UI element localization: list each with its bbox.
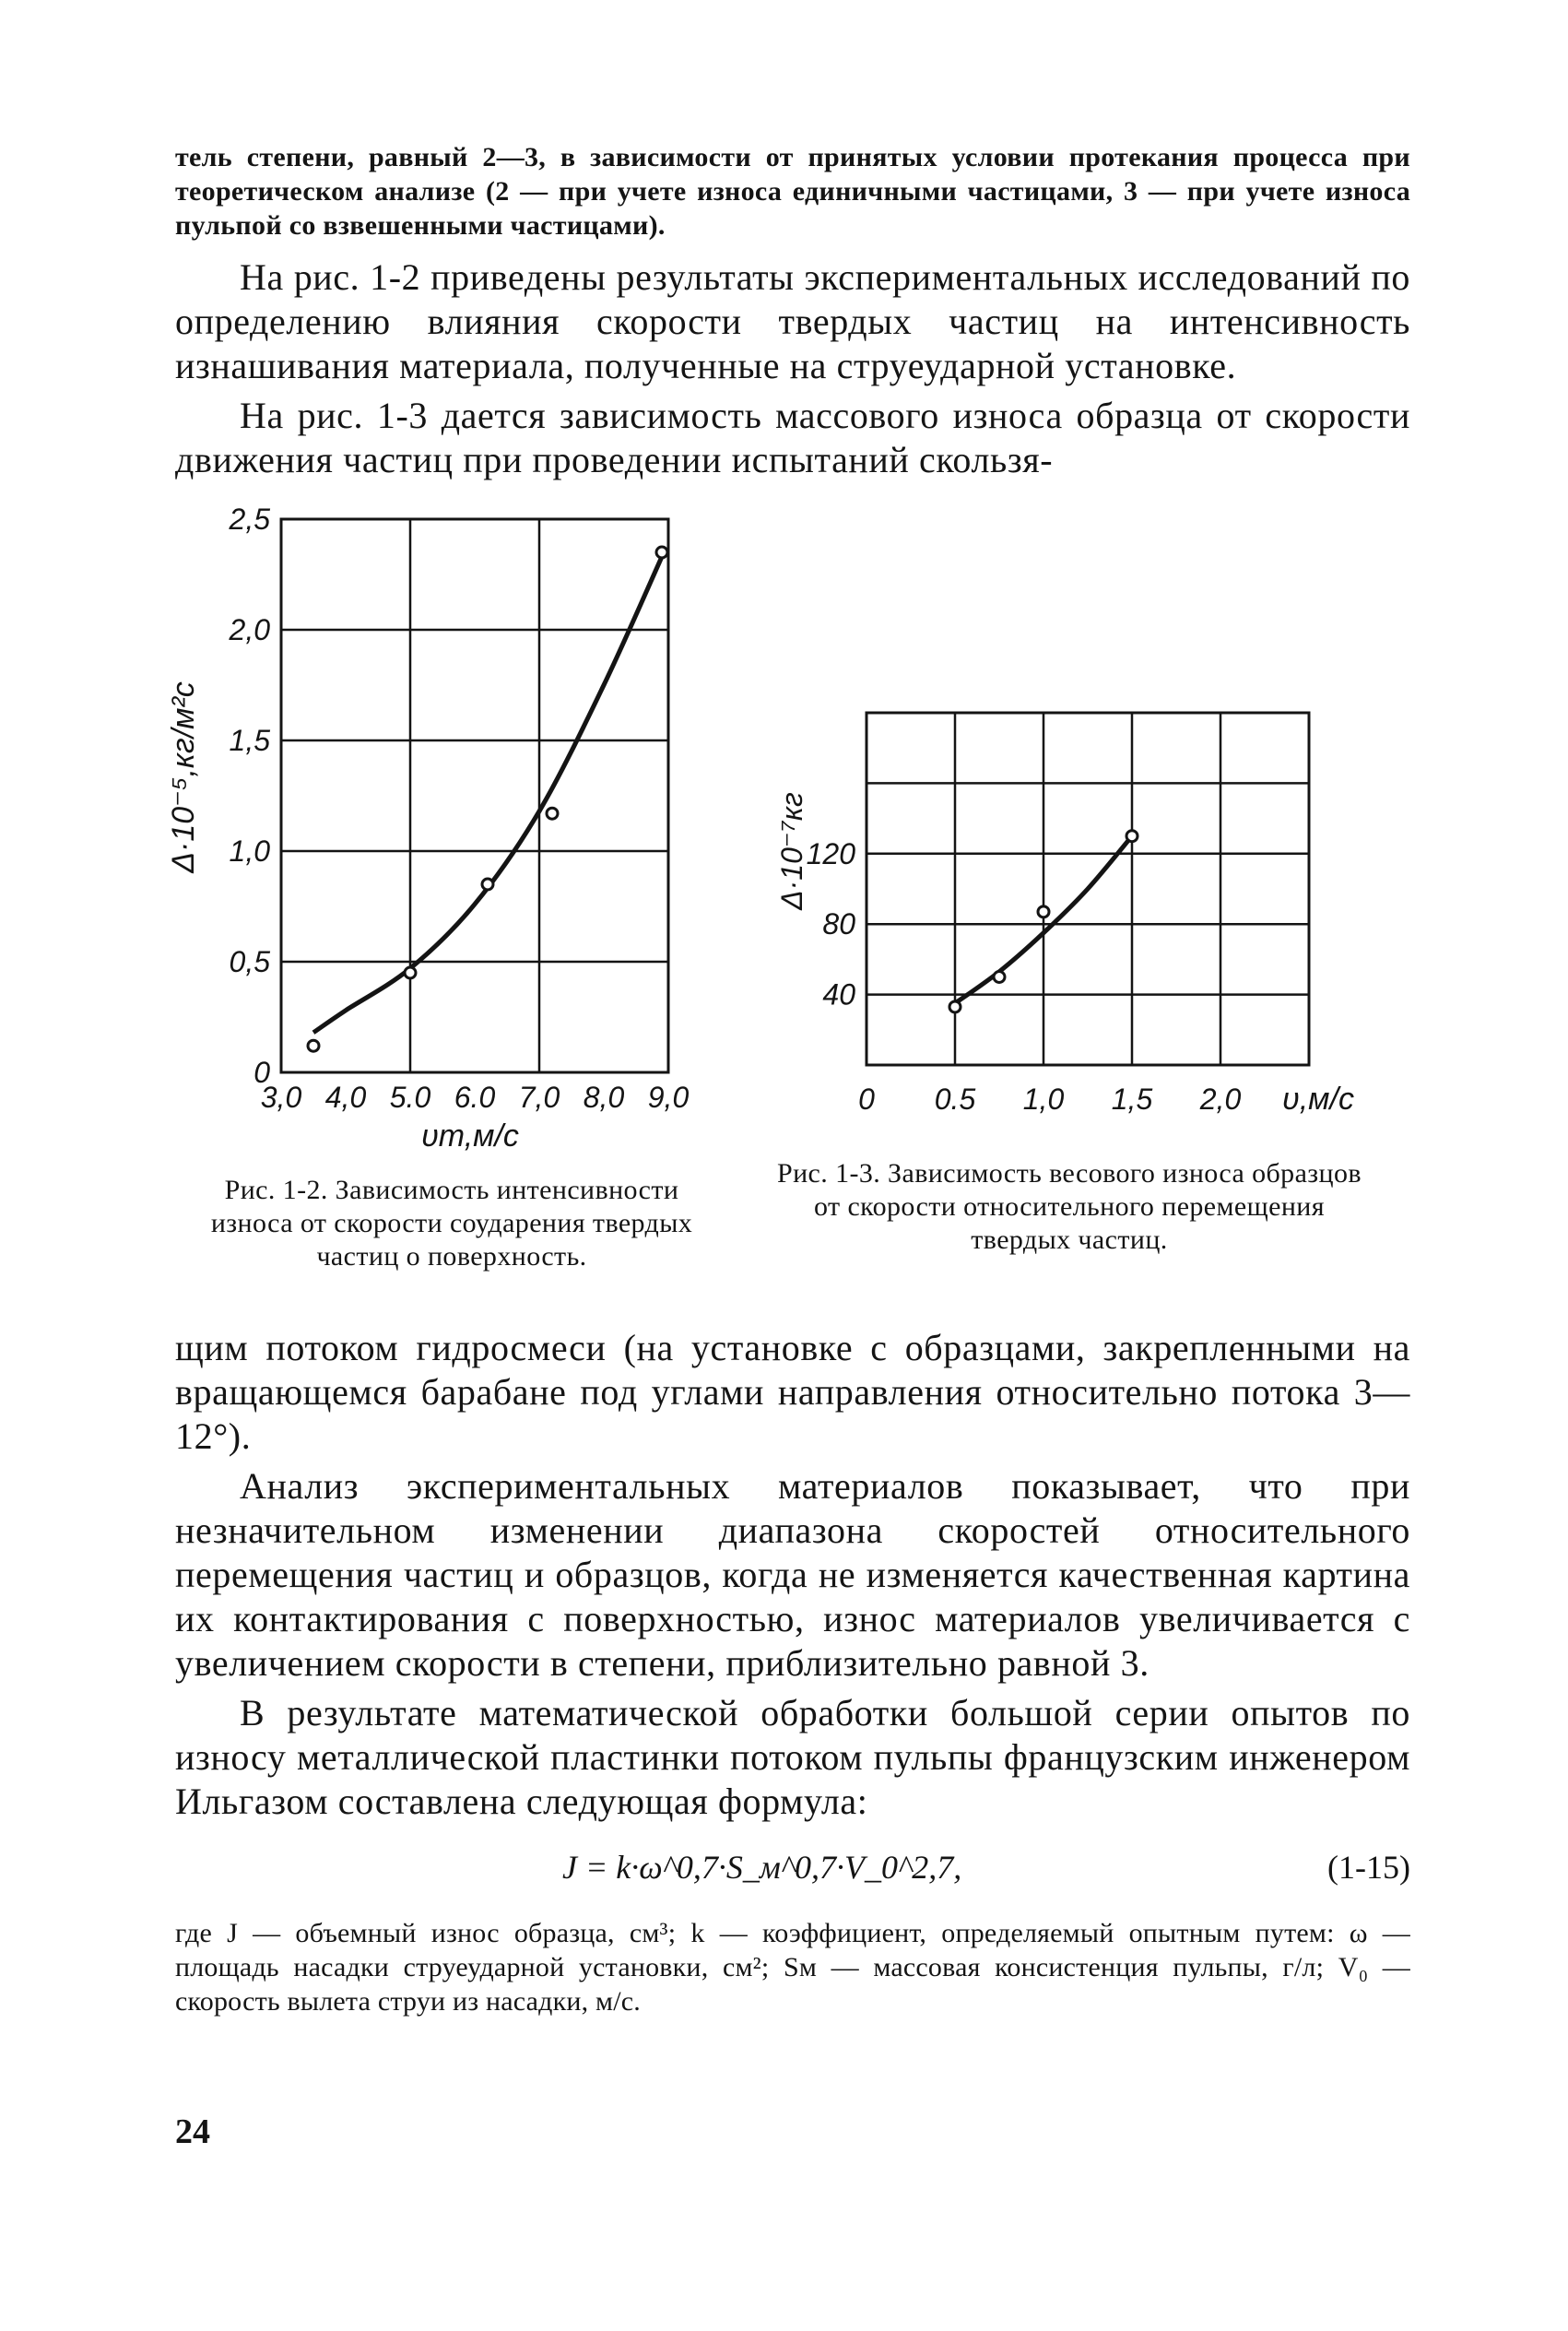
- paragraph-analysis: Анализ экспериментальных материалов показывает, что при незначительном изменении диапазона скоростей относительного перемещения частиц и образцов, когда не изменяется качественная картина их контактирования с поверхностью, износ материалов увеличивается с увеличением скорости в степени, приблизительно равной 3.: [175, 1465, 1410, 1684]
- chart-1-2-yticks: [229, 503, 271, 1089]
- chart-1-2-ytick-label: 0: [253, 1056, 270, 1089]
- chart-1-3-point: [994, 972, 1005, 983]
- chart-1-2-ytick-label: 0,5: [229, 945, 270, 978]
- figure-1-2-caption: Рис. 1-2. Зависимость интенсивности износа от скорости соударения твердых частиц о поверхность.: [210, 1175, 693, 1272]
- chart-1-3: [765, 501, 1355, 1165]
- chart-1-3-xlabel: υ,м/с: [1282, 1082, 1354, 1117]
- chart-1-2-xtick-label: 9,0: [647, 1081, 690, 1114]
- paragraph-formula-intro: В результате математической обработки большой серии опытов по износу металлической пластинки потоком пульпы французским инженером Ильгазом составлена следующая формула:: [175, 1692, 1410, 1822]
- chart-1-3-ylabel: Δ·10⁻⁷кг: [775, 792, 808, 910]
- paragraph-fig13-intro: На рис. 1-3 дается зависимость массового износа образца от скорости движения частиц при проведении испытаний скользя-: [175, 395, 1410, 480]
- chart-1-2-point: [308, 1040, 319, 1051]
- paragraph-fig12-intro: На рис. 1-2 приведены результаты экспериментальных исследований по определению влияния скорости твердых частиц на интенсивность изнашивания материала, полученные на струеударной установке.: [175, 256, 1410, 386]
- chart-1-3-xticks: [858, 1083, 1241, 1116]
- page-number: 24: [175, 2112, 210, 2151]
- page-body: [166, 140, 1410, 2018]
- formula-notes: где J — объемный износ образца, см³; k — коэффициент, определяемый опытным путем: ω — площадь насадки струеударной установки, см²; Sм — массовая консистенция пульпы, г/л; V₀ — скорость вылета струи из насадки, м/с.: [175, 1918, 1410, 2017]
- chart-1-3-point: [1038, 906, 1049, 917]
- chart-1-3-ytick-label: 120: [806, 836, 855, 870]
- formula-1-15: J = k·ω^0,7·S_м^0,7·V_0^2,7,: [562, 1849, 962, 1886]
- chart-1-2-xtick-label: 6.0: [454, 1081, 496, 1114]
- chart-1-2-ytick-label: 2,5: [229, 503, 270, 536]
- chart-1-3-point: [949, 1001, 961, 1012]
- chart-1-2-points-group: [308, 547, 667, 1051]
- paragraph-continuation: тель степени, равный 2—3, в зависимости от принятых условии протекания процесса при теоретическом анализе (2 — при учете износа единичными частицами, 3 — при учете износа пульпой со взвешенными частицами).: [175, 142, 1410, 241]
- chart-1-3-xtick-label: 0: [858, 1083, 875, 1116]
- chart-1-3-xtick-label: 0.5: [934, 1083, 976, 1116]
- figure-1-3-caption: Рис. 1-3. Зависимость весового износа образцов от скорости относительного перемещения твердых частиц.: [777, 1158, 1362, 1255]
- figures-block: [166, 482, 1410, 1326]
- chart-1-2-point: [547, 808, 558, 819]
- chart-1-2-ytick-label: 1,0: [229, 834, 270, 868]
- chart-1-3-xtick-label: 2,0: [1199, 1083, 1242, 1116]
- chart-1-2-ytick-label: 2,0: [229, 613, 270, 646]
- equation-number: (1-15): [1327, 1849, 1410, 1886]
- chart-1-2-xtick-label: 8,0: [583, 1081, 625, 1114]
- chart-1-2-point: [656, 547, 667, 558]
- chart-1-3-ytick-label: 80: [822, 907, 855, 941]
- chart-1-2-frame: [281, 519, 668, 1072]
- chart-1-2-xtick-label: 5.0: [389, 1081, 431, 1114]
- chart-1-2-xtick-label: 4,0: [324, 1081, 367, 1114]
- chart-1-2-xlabel: υт,м/с: [421, 1118, 519, 1154]
- chart-1-2: [166, 501, 728, 1165]
- figure-1-3: [765, 501, 1362, 1255]
- chart-1-3-ytick-label: 40: [822, 977, 855, 1012]
- chart-1-3-xtick-label: 1,5: [1111, 1083, 1153, 1116]
- chart-1-3-yticks: [807, 837, 856, 1012]
- chart-1-2-ylabel: Δ·10⁻⁵,кг/м²с: [166, 681, 201, 873]
- formula-row: [175, 1842, 1410, 1898]
- chart-1-2-point: [482, 879, 493, 890]
- chart-1-3-xtick-label: 1,0: [1022, 1083, 1065, 1116]
- chart-1-2-ytick-label: 1,5: [229, 724, 270, 757]
- chart-1-2-xtick-label: 3,0: [260, 1081, 302, 1114]
- chart-1-2-point: [405, 967, 416, 978]
- chart-1-2-grid: [281, 519, 668, 1072]
- chart-1-2-xticks: [261, 1081, 690, 1114]
- chart-1-2-xtick-label: 7,0: [518, 1081, 560, 1114]
- chart-1-3-point: [1126, 831, 1138, 842]
- paragraph-continuation-2: щим потоком гидросмеси (на установке с образцами, закрепленными на вращающемся барабане под углами направления относительно потока 3—12°).: [175, 1327, 1410, 1457]
- figure-1-2: [166, 501, 728, 1272]
